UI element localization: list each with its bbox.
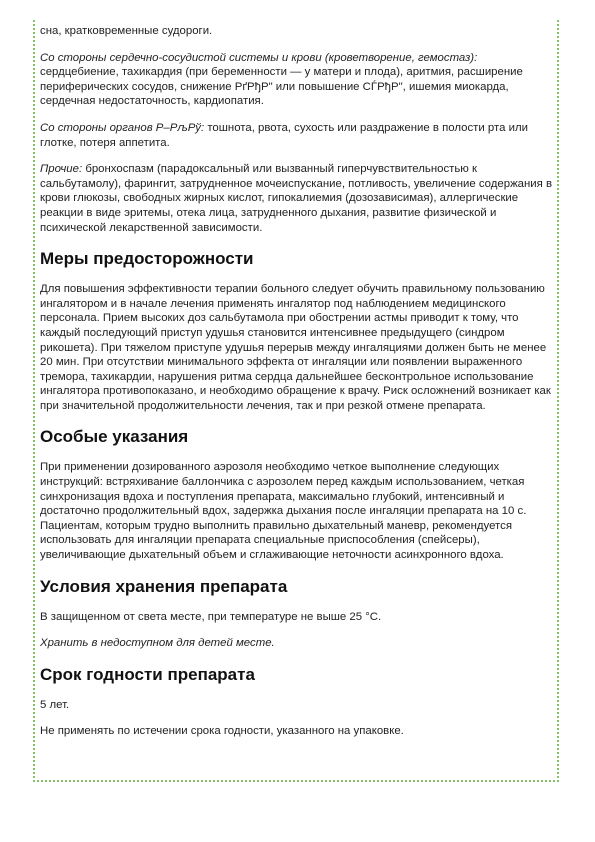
- gi-paragraph: [40, 121, 555, 150]
- storage-text: В защищенном от света месте, при температуре не выше 25 °С.: [40, 610, 382, 623]
- gi-lead: Со стороны органов Р–РљРў:: [40, 121, 205, 134]
- other-paragraph: [40, 162, 555, 235]
- top-fragment: сна, кратковременные судороги.: [40, 25, 213, 37]
- shelf-text: 5 лет.: [40, 698, 70, 711]
- cardio-paragraph: [40, 51, 555, 109]
- shelf-heading: Срок годности препарата: [40, 664, 255, 684]
- storage-note: Хранить в недоступном для детей месте.: [40, 637, 275, 650]
- other-text: бронхоспазм (парадоксальный или вызванный гиперчувствительностью к сальбутамолу), фарингит, затрудненное мочеиспускание, потливость, увеличение содержания в крови глюкозы, свободных жирных кислот, гипокалиемия (дозозависимая), аллергические реакции в виде эритемы, отека лица, затрудненного дыхания, развитие физической и психической лекарственной зависимости.: [40, 163, 553, 234]
- special-heading: Особые указания: [40, 427, 189, 447]
- precautions-text: Для повышения эффективности терапии больного следует обучить правильному пользованию ингалятором и в начале лечения применять ингалятор под наблюдением медицинского персонала. Прием высоких доз сальбутамола при обострении астмы приводит к тому, что каждый последующий приступ удушья становится интенсивнее предыдущего (синдром рикошета). При тяжелом приступе удушья перерыв между ингаляциями должен быть не менее 20 мин. При отсутствии минимального эффекта от ингаляции или появлении выраженного тремора, тахикардии, нарушения ритма сердца дальнейшее бесконтрольное использование ингалятора противопоказано, и необходимо обращение к врачу. Риск осложнений возникает как при значительной продолжительности лечения, так и при резкой отмене препарата.: [40, 283, 551, 412]
- cardio-text: сердцебиение, тахикардия (при беременности — у матери и плода), аритмия, расширение периферических сосудов, снижение РґРђР" или повышение СЃРђР", ишемия миокарда, сердечная недостаточность, кардиопатия.: [40, 66, 523, 108]
- special-text: При применении дозированного аэрозоля необходимо четкое выполнение следующих инструкций: встряхивание баллончика с аэрозолем перед каждым использованием, четкая синхронизация вдоха и поступления препарата, максимально глубокий, интенсивный и достаточно продолжительный вдох, задержка дыхания после ингаляции препарата на 10 с. Пациентам, которым трудно выполнить правильно дыхательный маневр, рекомендуется использовать для ингаляции препарата специальные приспособления (спейсеры), увеличивающие дыхательный объем и сглаживающие неточности асинхронного вдоха.: [40, 461, 527, 562]
- storage-heading: Условия хранения препарата: [40, 576, 288, 596]
- precautions-heading: Меры предосторожности: [40, 249, 254, 269]
- gi-text: тошнота, рвота, сухость или раздражение в полости рта или глотке, потеря аппетита.: [40, 121, 528, 149]
- cardio-lead: Со стороны сердечно-сосудистой системы и крови (кроветворение, гемостаз):: [40, 51, 478, 64]
- document-body: [40, 24, 555, 739]
- other-lead: Прочие:: [40, 163, 83, 176]
- shelf-note: Не применять по истечении срока годности, указанного на упаковке.: [40, 725, 404, 738]
